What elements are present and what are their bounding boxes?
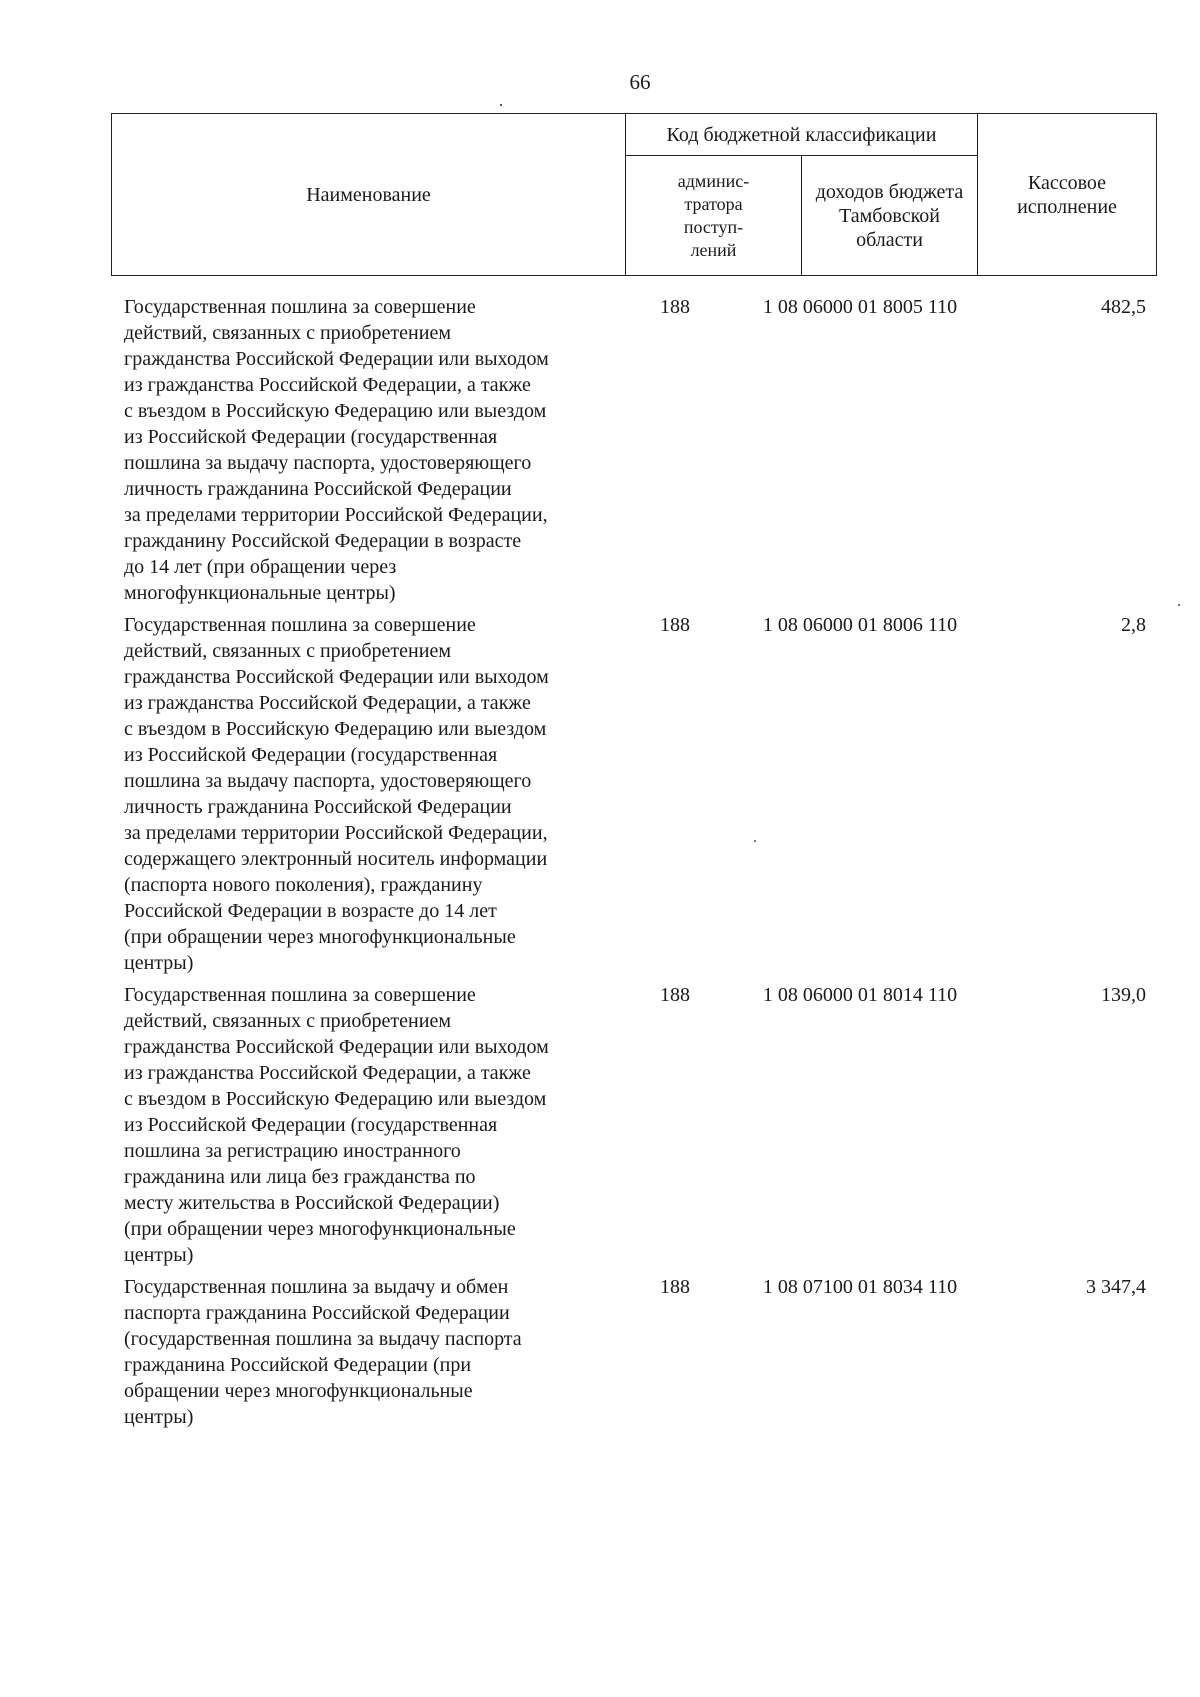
scan-speck <box>1178 604 1180 606</box>
table-row <box>0 982 1200 1268</box>
row-income-code: 1 08 06000 01 8014 110 <box>762 984 958 1006</box>
row-admin-code: 188 <box>660 984 690 1006</box>
row-income-code: 1 08 07100 01 8034 110 <box>762 1276 958 1298</box>
row-cash-value: 139,0 <box>1101 984 1146 1006</box>
header-name: Наименование <box>112 114 626 276</box>
table-row <box>0 612 1200 976</box>
table-row <box>0 294 1200 606</box>
scan-speck <box>754 840 756 842</box>
header-income-code <box>802 156 978 276</box>
header-cash-label: Кассовое исполнение <box>1017 171 1117 218</box>
row-cash-value: 482,5 <box>1101 296 1146 318</box>
row-cash-value: 2,8 <box>1121 614 1146 636</box>
header-budget-code-group: Код бюджетной классификации <box>626 114 978 156</box>
table-row <box>0 1274 1200 1430</box>
row-income-code: 1 08 06000 01 8005 110 <box>762 296 958 318</box>
row-admin-code: 188 <box>660 614 690 636</box>
table-body <box>0 294 1200 1430</box>
table-header <box>111 113 1157 276</box>
row-name: Государственная пошлина за выдачу и обмен паспорта гражданина Российской Федерации (государственная пошлина за выдачу паспорта гражданина Российской Федерации (при обращении через многофункциональные центры) <box>124 1276 522 1428</box>
header-income-label: доходов бюджета Тамбовской области <box>815 180 964 251</box>
row-cash-value: 3 347,4 <box>1086 1276 1146 1298</box>
header-admin-label: админис- тратора поступ- лений <box>677 170 750 260</box>
row-income-code: 1 08 06000 01 8006 110 <box>762 614 958 636</box>
row-name: Государственная пошлина за совершение действий, связанных с приобретением гражданства Российской Федерации или выходом из гражданства Российской Федерации, а также с въездом в Российскую Федерацию или выездом из Российской Федерации (государственная пошлина за выдачу паспорта, удостоверяющего личность гражданина Российской Федерации за пределами территории Российской Федерации, содержащего электронный носитель информации (паспорта нового поколения), гражданину Российской Федерации в возрасте до 14 лет (при обращении через многофункциональные центры) <box>124 614 549 974</box>
page-number: 66 <box>629 70 651 94</box>
scan-speck <box>500 104 502 106</box>
row-admin-code: 188 <box>660 1276 690 1298</box>
row-admin-code: 188 <box>660 296 690 318</box>
row-name: Государственная пошлина за совершение действий, связанных с приобретением гражданства Российской Федерации или выходом из гражданства Российской Федерации, а также с въездом в Российскую Федерацию или выездом из Российской Федерации (государственная пошлина за регистрацию иностранного гражданина или лица без гражданства по месту жительства в Российской Федерации) (при обращении через многофункциональные центры) <box>124 984 549 1266</box>
row-name: Государственная пошлина за совершение действий, связанных с приобретением гражданства Российской Федерации или выходом из гражданства Российской Федерации, а также с въездом в Российскую Федерацию или выездом из Российской Федерации (государственная пошлина за выдачу паспорта, удостоверяющего личность гражданина Российской Федерации за пределами территории Российской Федерации, гражданину Российской Федерации в возрасте до 14 лет (при обращении через многофункциональные центры) <box>124 296 549 604</box>
header-cash-execution <box>978 114 1157 276</box>
header-administrator <box>626 156 802 276</box>
